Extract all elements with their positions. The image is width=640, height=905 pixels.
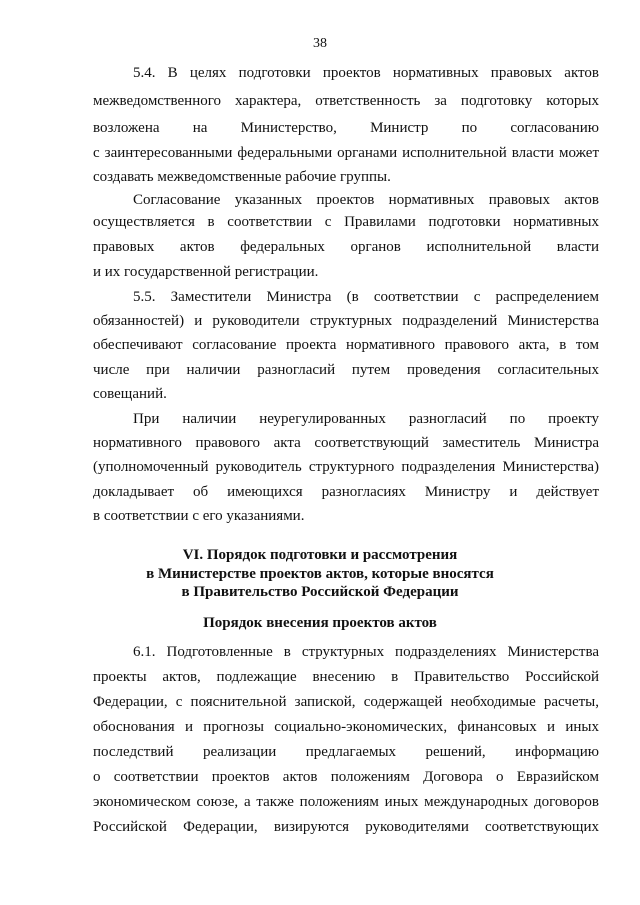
text-line: последствий реализации предлагаемых решений, информацию bbox=[93, 744, 599, 760]
text-line: о соответствии проектов актов положениям Договора о Евразийском bbox=[93, 769, 599, 785]
text-line: 5.5. Заместители Министра (в соответствии с распределением bbox=[133, 289, 599, 305]
text-line: обеспечивают согласование проекта нормативного правового акта, в том bbox=[93, 337, 599, 353]
text-line: в соответствии с его указаниями. bbox=[93, 508, 305, 524]
text-line: нормативного правового акта соответствующий заместитель Министра bbox=[93, 435, 599, 451]
text-line: возложена на Министерство, Министр по согласованию bbox=[93, 120, 599, 136]
text-line: с заинтересованными федеральными органами исполнительной власти может bbox=[93, 145, 599, 161]
text-line: проекты актов, подлежащие внесению в Правительство Российской bbox=[93, 669, 599, 685]
page-number: 38 bbox=[313, 36, 327, 51]
section-heading: в Министерстве проектов актов, которые вносятся bbox=[146, 566, 494, 582]
text-line: числе при наличии разногласий путем проведения согласительных bbox=[93, 362, 599, 378]
text-line: осуществляется в соответствии с Правилами подготовки нормативных bbox=[93, 214, 599, 230]
text-line: и их государственной регистрации. bbox=[93, 264, 319, 280]
text-line: Российской Федерации, визируются руководителями соответствующих bbox=[93, 819, 599, 835]
text-line: экономическом союзе, а также положениям иных международных договоров bbox=[93, 794, 599, 810]
subheading: Порядок внесения проектов актов bbox=[203, 615, 437, 631]
text-line: Согласование указанных проектов нормативных правовых актов bbox=[133, 192, 599, 208]
text-line: правовых актов федеральных органов исполнительной власти bbox=[93, 239, 599, 255]
text-line: докладывает об имеющихся разногласиях Министру и действует bbox=[93, 484, 599, 500]
text-line: межведомственного характера, ответственность за подготовку которых bbox=[93, 93, 599, 109]
text-line: создавать межведомственные рабочие группы. bbox=[93, 169, 391, 185]
text-line: 6.1. Подготовленные в структурных подразделениях Министерства bbox=[133, 644, 599, 660]
text-line: При наличии неурегулированных разногласий по проекту bbox=[133, 411, 599, 427]
text-line: обоснования и прогнозы социально-экономических, финансовых и иных bbox=[93, 719, 599, 735]
text-line: совещаний. bbox=[93, 386, 167, 402]
text-line: Федерации, с пояснительной запиской, содержащей необходимые расчеты, bbox=[93, 694, 599, 710]
text-line: обязанностей) и руководители структурных подразделений Министерства bbox=[93, 313, 599, 329]
text-line: (уполномоченный руководитель структурного подразделения Министерства) bbox=[93, 459, 599, 475]
section-heading: в Правительство Российской Федерации bbox=[181, 584, 459, 600]
text-line: 5.4. В целях подготовки проектов нормативных правовых актов bbox=[133, 65, 599, 81]
section-heading: VI. Порядок подготовки и рассмотрения bbox=[182, 547, 458, 563]
